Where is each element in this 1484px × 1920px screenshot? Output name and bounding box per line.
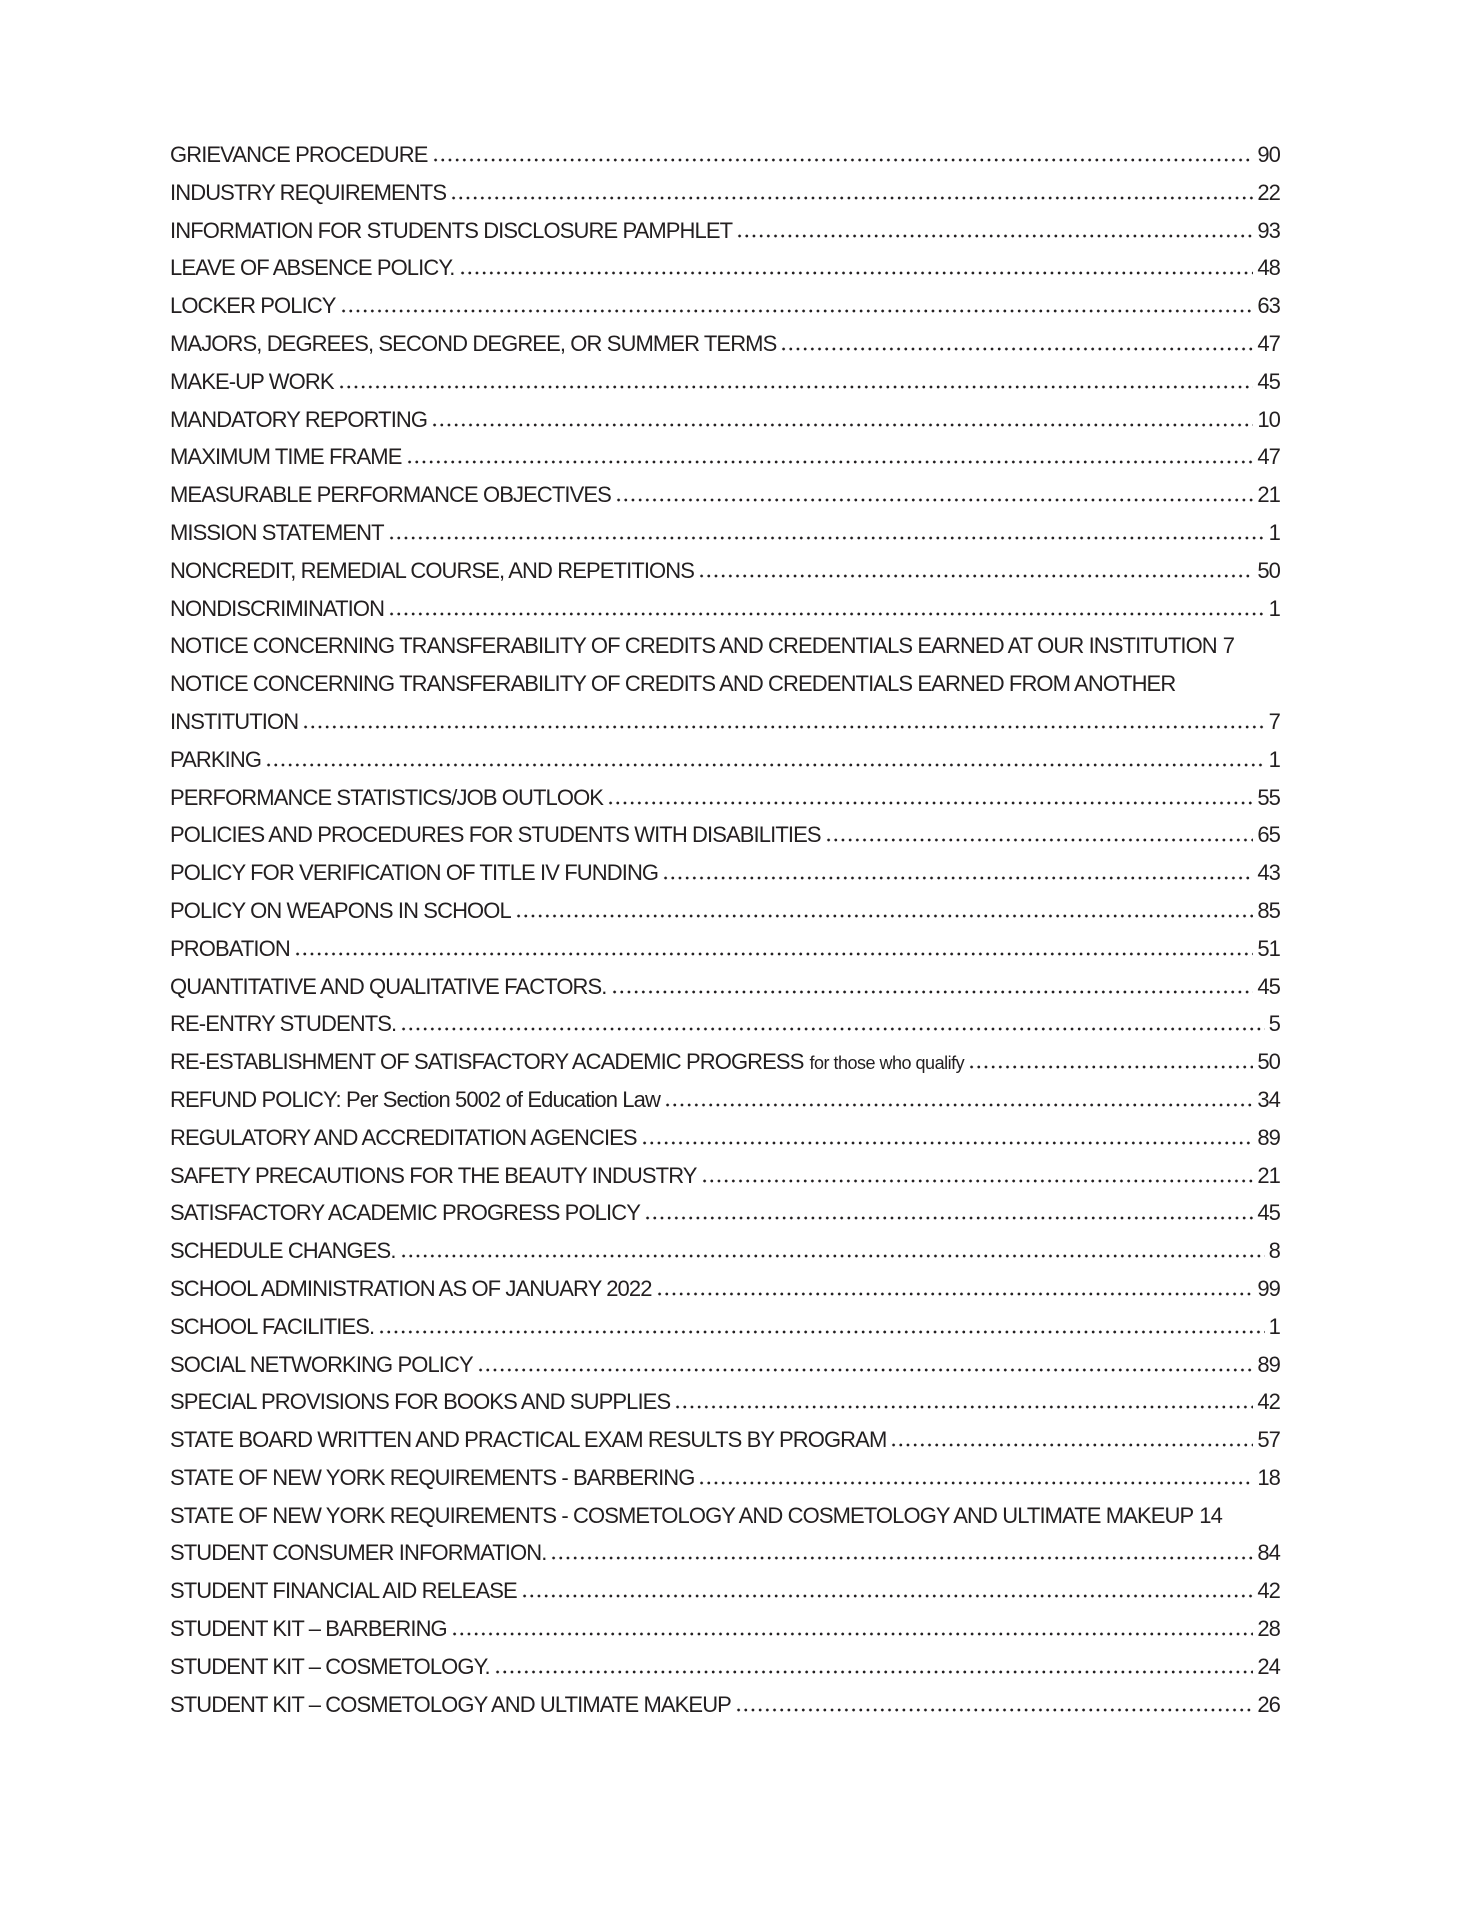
dot-leader — [550, 1550, 1253, 1560]
entry-title: SAFETY PRECAUTIONS FOR THE BEAUTY INDUSTRY — [170, 1162, 697, 1188]
dot-leader — [698, 1475, 1253, 1485]
entry-title: RE-ESTABLISHMENT OF SATISFACTORY ACADEMIC PROGRESS — [170, 1049, 804, 1075]
entry-title: RE-ENTRY STUDENTS. — [170, 1011, 397, 1037]
entry-title: SATISFACTORY ACADEMIC PROGRESS POLICY — [170, 1200, 640, 1226]
dot-leader — [451, 1626, 1254, 1636]
table-of-contents — [170, 136, 1280, 1723]
entry-title: SPECIAL PROVISIONS FOR BOOKS AND SUPPLIES — [170, 1389, 671, 1415]
entry-page-number: 7 — [1222, 633, 1235, 659]
dot-leader — [735, 1702, 1253, 1712]
entry-title: NONDISCRIMINATION — [170, 595, 385, 621]
toc-entry[interactable] — [170, 854, 1280, 892]
toc-entry[interactable] — [170, 1421, 1280, 1459]
toc-entry[interactable] — [170, 401, 1280, 439]
entry-page-number: 21 — [1257, 1162, 1280, 1188]
dot-leader — [494, 1664, 1254, 1674]
entry-title: GRIEVANCE PROCEDURE — [170, 142, 428, 167]
toc-entry[interactable] — [170, 1572, 1280, 1610]
toc-entry[interactable] — [170, 1648, 1280, 1686]
entry-title: NOTICE CONCERNING TRANSFERABILITY OF CREDITS AND CREDENTIALS EARNED AT OUR INSTITUTION — [170, 633, 1217, 659]
entry-page-number: 93 — [1257, 217, 1280, 243]
entry-page-number: 8 — [1268, 1238, 1280, 1264]
entry-title: STATE BOARD WRITTEN AND PRACTICAL EXAM RESULTS BY PROGRAM — [170, 1427, 887, 1453]
entry-page-number: 42 — [1257, 1578, 1280, 1604]
entry-title: SOCIAL NETWORKING POLICY — [170, 1351, 473, 1377]
dot-leader — [736, 228, 1253, 238]
entry-page-number: 26 — [1257, 1691, 1280, 1717]
entry-page-number: 63 — [1257, 293, 1280, 319]
entry-title: POLICY FOR VERIFICATION OF TITLE IV FUNDING — [170, 860, 659, 886]
dot-leader — [615, 492, 1253, 502]
dot-leader — [674, 1399, 1253, 1409]
entry-title: MAKE-UP WORK — [170, 368, 334, 394]
dot-leader — [302, 719, 1264, 729]
entry-title: INFORMATION FOR STUDENTS DISCLOSURE PAMPHLET — [170, 217, 733, 243]
entry-page-number: 99 — [1257, 1275, 1280, 1301]
toc-entry-line — [170, 665, 1280, 703]
toc-entry[interactable] — [170, 136, 1280, 174]
dot-leader — [406, 454, 1254, 464]
entry-title: MEASURABLE PERFORMANCE OBJECTIVES — [170, 482, 611, 508]
toc-entry[interactable] — [170, 1346, 1280, 1384]
toc-entry[interactable] — [170, 1270, 1280, 1308]
toc-entry[interactable] — [170, 1119, 1280, 1157]
toc-entry[interactable] — [170, 627, 1280, 665]
entry-title: PARKING — [170, 746, 262, 772]
dot-leader — [400, 1248, 1265, 1258]
toc-entry[interactable] — [170, 1005, 1280, 1043]
dot-leader — [477, 1362, 1254, 1372]
entry-page-number: 84 — [1257, 1540, 1280, 1566]
dot-leader — [265, 757, 1265, 767]
toc-entry[interactable] — [170, 476, 1280, 514]
toc-entry[interactable] — [170, 287, 1280, 325]
entry-title: SCHEDULE CHANGES. — [170, 1238, 396, 1264]
dot-leader — [378, 1324, 1264, 1334]
entry-page-number: 45 — [1257, 973, 1280, 999]
entry-page-number: 14 — [1199, 1502, 1222, 1528]
entry-title: SCHOOL FACILITIES. — [170, 1313, 375, 1339]
toc-entry[interactable] — [170, 1081, 1280, 1119]
entry-page-number: 50 — [1257, 557, 1280, 583]
entry-page-number: 18 — [1257, 1464, 1280, 1490]
entry-page-number: 43 — [1257, 860, 1280, 886]
entry-page-number: 47 — [1257, 444, 1280, 470]
entry-page-number: 22 — [1257, 179, 1280, 205]
dot-leader — [644, 1210, 1253, 1220]
dot-leader — [662, 870, 1253, 880]
entry-page-number: 42 — [1257, 1389, 1280, 1415]
dot-leader — [340, 303, 1254, 313]
toc-entry[interactable] — [170, 249, 1280, 287]
entry-title: STUDENT KIT – COSMETOLOGY AND ULTIMATE MAKEUP — [170, 1691, 731, 1717]
dot-leader — [450, 190, 1253, 200]
entry-page-number: 51 — [1257, 935, 1280, 961]
dot-leader — [400, 1021, 1264, 1031]
dot-leader — [968, 1059, 1253, 1069]
entry-page-number: 89 — [1257, 1351, 1280, 1377]
dot-leader — [459, 265, 1254, 275]
entry-title: POLICIES AND PROCEDURES FOR STUDENTS WITH DISABILITIES — [170, 822, 821, 848]
toc-entry[interactable] — [170, 1308, 1280, 1346]
dot-leader — [825, 832, 1254, 842]
entry-title: STUDENT KIT – COSMETOLOGY. — [170, 1653, 490, 1679]
dot-leader — [641, 1135, 1254, 1145]
toc-entry[interactable] — [170, 1232, 1280, 1270]
entry-page-number: 34 — [1257, 1086, 1280, 1112]
entry-page-number: 24 — [1257, 1653, 1280, 1679]
entry-title: NOTICE CONCERNING TRANSFERABILITY OF CREDITS AND CREDENTIALS EARNED FROM ANOTHER — [170, 671, 1176, 697]
dot-leader — [432, 152, 1254, 162]
dot-leader — [698, 568, 1253, 578]
toc-entry[interactable] — [170, 779, 1280, 817]
entry-page-number: 89 — [1257, 1124, 1280, 1150]
entry-page-number: 57 — [1257, 1427, 1280, 1453]
toc-entry[interactable] — [170, 968, 1280, 1006]
toc-entry[interactable] — [170, 1043, 1280, 1081]
entry-title: MAXIMUM TIME FRAME — [170, 444, 402, 470]
toc-entry[interactable] — [170, 1534, 1280, 1572]
toc-entry[interactable] — [170, 212, 1280, 250]
entry-title: STUDENT KIT – BARBERING — [170, 1616, 447, 1642]
entry-title: LOCKER POLICY — [170, 293, 336, 319]
toc-entry[interactable] — [170, 703, 1280, 741]
entry-title: LEAVE OF ABSENCE POLICY. — [170, 255, 455, 281]
toc-entry[interactable] — [170, 1157, 1280, 1195]
dot-leader — [780, 341, 1253, 351]
entry-title: POLICY ON WEAPONS IN SCHOOL — [170, 897, 511, 923]
toc-entry[interactable] — [170, 1459, 1280, 1497]
dot-leader — [294, 946, 1253, 956]
entry-title: SCHOOL ADMINISTRATION AS OF JANUARY 2022 — [170, 1275, 652, 1301]
entry-title: INDUSTRY REQUIREMENTS — [170, 179, 447, 205]
entry-page-number: 1 — [1268, 1313, 1280, 1339]
dot-leader — [431, 417, 1253, 427]
entry-page-number: 85 — [1257, 897, 1280, 923]
entry-page-number: 1 — [1268, 595, 1280, 621]
dot-leader — [521, 1588, 1254, 1598]
toc-entry[interactable] — [170, 1497, 1280, 1535]
entry-title: REFUND POLICY: Per Section 5002 of Education Law — [170, 1086, 660, 1112]
entry-page-number: 90 — [1257, 142, 1280, 167]
entry-page-number: 50 — [1257, 1049, 1280, 1075]
dot-leader — [656, 1286, 1254, 1296]
entry-page-number: 21 — [1257, 482, 1280, 508]
entry-page-number: 48 — [1257, 255, 1280, 281]
dot-leader — [388, 606, 1265, 616]
entry-title: NONCREDIT, REMEDIAL COURSE, AND REPETITIONS — [170, 557, 695, 583]
toc-entry[interactable] — [170, 1194, 1280, 1232]
entry-title: MISSION STATEMENT — [170, 519, 384, 545]
entry-page-number: 5 — [1268, 1011, 1280, 1037]
entry-title: MAJORS, DEGREES, SECOND DEGREE, OR SUMMER TERMS — [170, 330, 777, 356]
toc-entry[interactable] — [170, 514, 1280, 552]
entry-page-number: 28 — [1257, 1616, 1280, 1642]
dot-leader — [338, 379, 1254, 389]
entry-title: REGULATORY AND ACCREDITATION AGENCIES — [170, 1124, 637, 1150]
entry-title: PERFORMANCE STATISTICS/JOB OUTLOOK — [170, 784, 604, 810]
toc-entry[interactable] — [170, 174, 1280, 212]
toc-entry[interactable] — [170, 552, 1280, 590]
toc-entry[interactable] — [170, 1686, 1280, 1724]
entry-title: PROBATION — [170, 935, 290, 961]
toc-entry[interactable] — [170, 1383, 1280, 1421]
entry-page-number: 45 — [1257, 1200, 1280, 1226]
entry-title: STATE OF NEW YORK REQUIREMENTS - COSMETOLOGY AND COSMETOLOGY AND ULTIMATE MAKEUP — [170, 1502, 1194, 1528]
toc-entry[interactable] — [170, 930, 1280, 968]
entry-page-number: 7 — [1268, 708, 1280, 734]
toc-entry[interactable] — [170, 741, 1280, 779]
toc-entry[interactable] — [170, 1610, 1280, 1648]
entry-page-number: 1 — [1268, 519, 1280, 545]
entry-page-number: 65 — [1257, 822, 1280, 848]
entry-page-number: 10 — [1257, 406, 1280, 432]
dot-leader — [611, 984, 1254, 994]
entry-page-number: 55 — [1257, 784, 1280, 810]
dot-leader — [388, 530, 1265, 540]
toc-entry[interactable] — [170, 363, 1280, 401]
dot-leader — [607, 795, 1253, 805]
dot-leader — [890, 1437, 1253, 1447]
entry-page-number: 45 — [1257, 368, 1280, 394]
toc-entry[interactable] — [170, 590, 1280, 628]
toc-entry[interactable] — [170, 325, 1280, 363]
toc-entry[interactable] — [170, 438, 1280, 476]
toc-entry[interactable] — [170, 892, 1280, 930]
entry-title: STATE OF NEW YORK REQUIREMENTS - BARBERING — [170, 1464, 695, 1490]
entry-title-suffix: for those who qualify — [809, 1053, 965, 1074]
dot-leader — [515, 908, 1254, 918]
entry-title: MANDATORY REPORTING — [170, 406, 428, 432]
dot-leader — [664, 1097, 1253, 1107]
entry-title: QUANTITATIVE AND QUALITATIVE FACTORS. — [170, 973, 607, 999]
entry-page-number: 47 — [1257, 330, 1280, 356]
entry-title: STUDENT FINANCIAL AID RELEASE — [170, 1578, 517, 1604]
entry-title: STUDENT CONSUMER INFORMATION. — [170, 1540, 547, 1566]
entry-page-number: 1 — [1268, 746, 1280, 772]
entry-title-continued: INSTITUTION — [170, 708, 299, 734]
dot-leader — [701, 1173, 1254, 1183]
toc-entry[interactable] — [170, 816, 1280, 854]
